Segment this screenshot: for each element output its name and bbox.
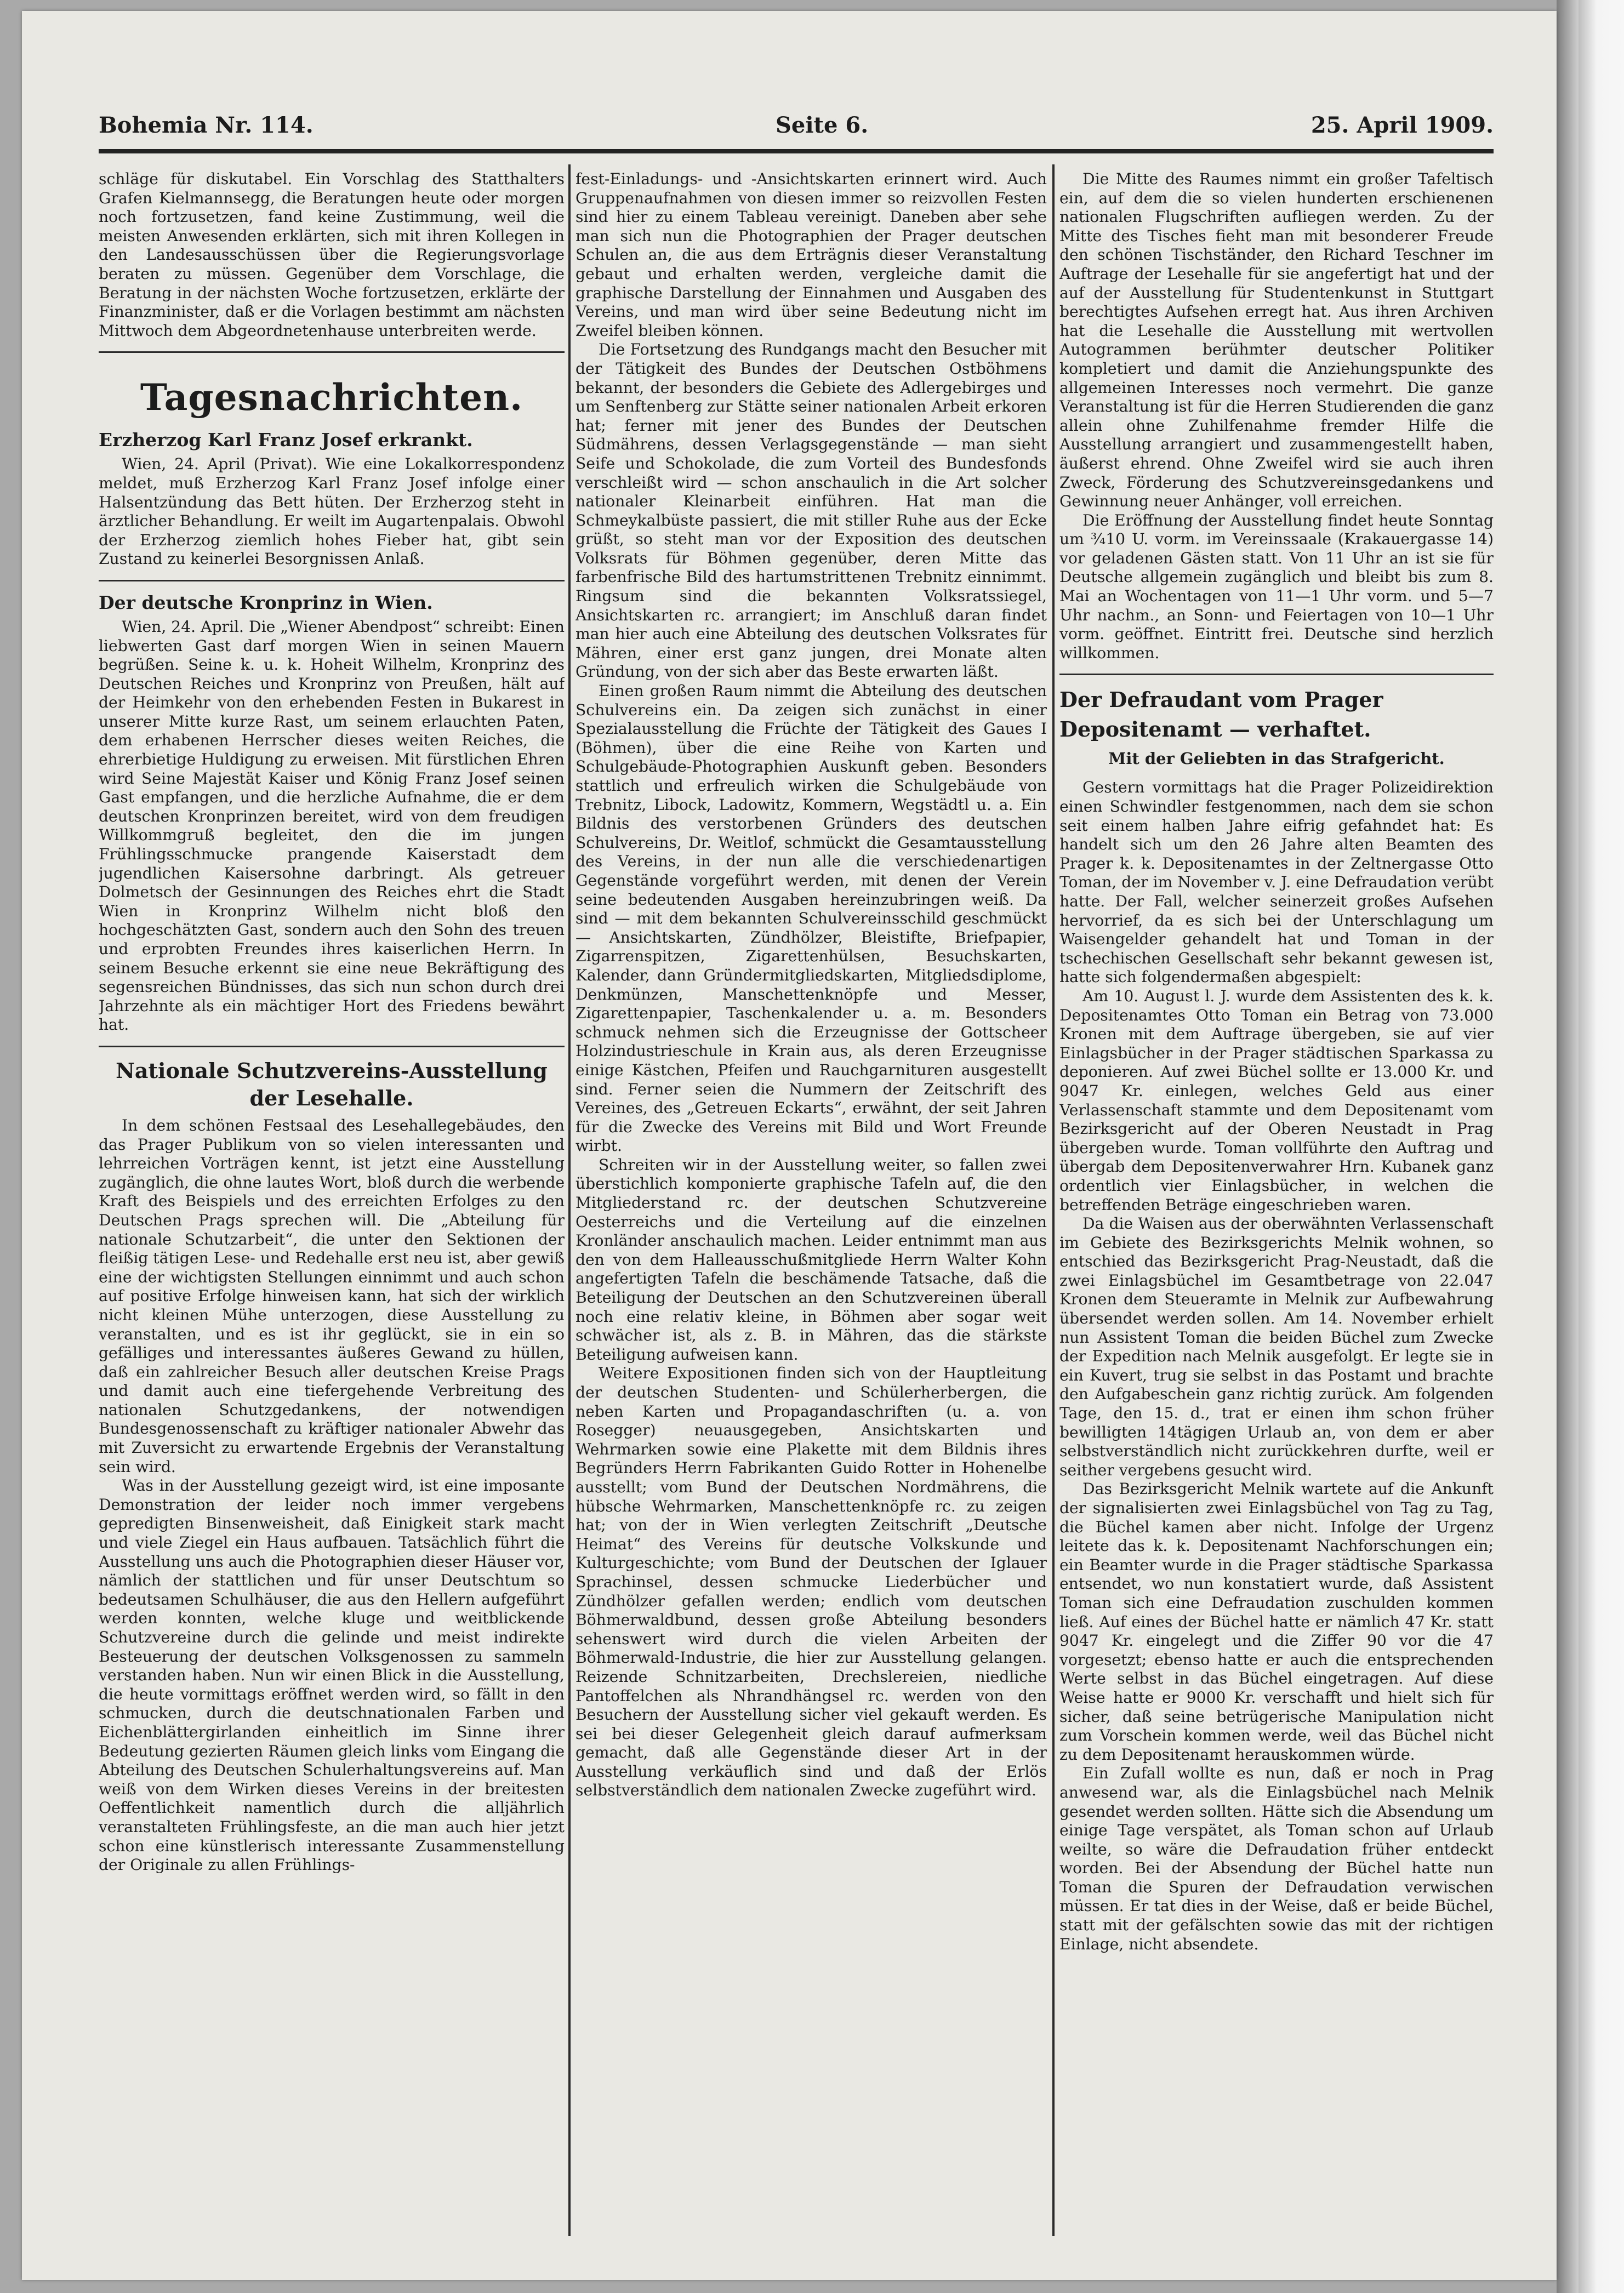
article-rule	[99, 1046, 565, 1047]
article-paragraph: Wien, 24. April. Die „Wiener Abendpost“ schreibt: Einen liebwerten Gast darf morgen Wien in seinen Mauern begrüßen. Seine k. u. k. Hoheit Wilhelm, Kronprinz des Deutschen Reiches und Kronprinz von Preußen, hält auf der Heimkehr von den erhebenden Festen in Bukarest in unserer Mitte kurze Rast, um seinem erlauchten Paten, dem erhabenen Herrscher dieses weiten Reiches, die ehrerbietige Huldigung zu erweisen. Mit fürstlichen Ehren wird Seine Majestät Kaiser und König Franz Josef seinen Gast empfangen, und die herzliche Aufnahme, die er dem deutschen Kronprinzen bereitet, wird von dem freudigen Willkommgruß begleitet, den die im jungen Frühlingsschmucke prangende Kaiserstadt dem jugendlichen Kaisersohne darbringt. Als getreuer Dolmetsch der Gesinnungen des Reiches ehrt die Stadt Wien in Kronprinz Wilhelm nicht bloß den hochgeschätzten Gast, sondern auch den Sohn des treuen und erprobten Freundes ihres kaiserlichen Herrn. In seinem Besuche erkennt sie eine neue Bekräftigung des segensreichen Bündnisses, das sich nun schon durch drei Jahrzehnte als ein mächtiger Hort des Friedens bewährt hat.	[99, 617, 565, 1034]
section-title: Tagesnachrichten.	[140, 376, 523, 419]
article-rule	[99, 580, 565, 581]
article-paragraph: Einen großen Raum nimmt die Abteilung des deutschen Schulvereins ein. Da zeigen sich zunächst in einer Spezialausstellung die Früchte der Tätigkeit des Gaues I (Böhmen), über die eine Reihe von Karten und Schulgebäude-Photographien Auskunft geben. Besonders stattlich und erfreulich wirken die Schulgebäude von Trebnitz, Libock, Ladowitz, Kommern, Wegstädtl u. a. Ein Bildnis des verstorbenen Gründers des deutschen Schulvereins, Dr. Weitlof, schmückt die Gesamtausstellung des Vereins, in der nun alle die verschiedenartigen Gegenstände vorgeführt werden, mit denen der Verein seine bedeutenden Ausgaben hereinzubringen weiß. Da sind — mit dem bekannten Schulvereinsschild geschmückt — Ansichtskarten, Zündhölzer, Bleistifte, Briefpapier, Zigarrenspitzen, Zigarettenhülsen, Besuchskarten, Kalender, dann Gründermitgliedskarten, Mitgliedsdiplome, Denkmünzen, Manschettenknöpfe und Messer, Zigarettenpapier, Taschenkalender u. a. m. Besonders schmuck nehmen sich die Erzeugnisse der Gottscheer Holzindustrieschule in Krain aus, als deren Erzeugnisse einige Kästchen, Pfeifen und Rauchgarnituren ausgestellt sind. Ferner seien die Nummern der Zeitschrift des Vereines, des „Getreuen Eckarts“, erwähnt, der seit Jahren für die Zwecke des Vereins mit Bild und Wort Freunde wirbt.	[575, 682, 1047, 1155]
header-date: 25. April 1909.	[1310, 112, 1494, 138]
header-masthead: Bohemia Nr. 114.	[99, 112, 314, 138]
article-headline: Der Defraudant vom Prager Depositenamt — verhaftet.	[1059, 687, 1383, 742]
article-paragraph: In dem schönen Festsaal des Lesehallegebäudes, den das Prager Publikum von so vielen interessanten und lehrreichen Vorträgen kennt, ist jetzt eine Ausstellung zugänglich, die ohne lautes Wort, bloß durch die werbende Kraft des Beispiels und des erreichten Erfolges zu den Deutschen Prags sprechen will. Die „Abteilung für nationale Schutzarbeit“, die unter den Sektionen der fleißig tätigen Lese- und Redehalle erst neu ist, aber gewiß eine der wichtigsten Stellungen einnimmt und auch schon auf positive Erfolge hinweisen kann, hat sich der wirklich nicht kleinen Mühe unterzogen, diese Ausstellung zu veranstalten, und es ist ihr geglückt, sie in ein so gefälliges und interessantes äußeres Gewand zu hüllen, daß ein zahlreicher Besuch aller deutschen Kreise Prags und damit auch eine tiefergehende Verbreitung des nationalen Schutzgedankens, der notwendigen Bundesgenossenschaft zu kräftiger nationaler Abwehr das mit Zuversicht zu erwartende Ergebnis der Veranstaltung sein wird.	[99, 1116, 565, 1476]
article-paragraph: schläge für diskutabel. Ein Vorschlag des Statthalters Grafen Kielmannsegg, die Beratungen heute oder morgen noch fortzusetzen, fand keine Zustimmung, weil die meisten Anwesenden erklärten, sich mit ihren Kollegen in den Landesausschüssen über die Regierungsvorlage beraten zu müssen. Gegenüber dem Vorschlage, die Beratung in der nächsten Woche fortzusetzen, erklärte der Finanzminister, daß er die Vorlagen bestimmt am nächsten Mittwoch dem Abgeordnetenhause unterbreiten werde.	[99, 170, 565, 340]
article-paragraph: fest-Einladungs- und -Ansichtskarten erinnert wird. Auch Gruppenaufnahmen von diesen immer so reizvollen Festen sind hier zu einem Tableau vereinigt. Daneben aber sehe man sich nun die Photographien der Prager deutschen Schulen an, die aus dem Erträgnis dieser Veranstaltung gebaut und erhalten werden, vergleiche damit die graphische Darstellung der Einnahmen und Ausgaben des Vereins, und man wird über seine Bedeutung nicht im Zweifel bleiben können.	[575, 170, 1047, 340]
page-header	[99, 112, 1494, 145]
header-rule	[99, 149, 1494, 153]
article-subheadline: Mit der Geliebten in das Strafgericht.	[1108, 749, 1445, 768]
page-edge-shadow	[1557, 0, 1579, 2293]
header-page-number: Seite 6.	[776, 112, 869, 138]
article-rule	[1059, 674, 1494, 675]
article-paragraph: Was in der Ausstellung gezeigt wird, ist eine imposante Demonstration der leider noch immer vergebens gepredigten Binsenweisheit, daß Einigkeit stark macht und viele Ziegel ein Haus aufbauen. Tatsächlich führt die Ausstellung uns auch die Photographien dieser Häuser vor, nämlich der stattlichen und für unser Deutschtum so bedeutsamen Schulhäuser, die aus den Hellern aufgeführt werden konnten, welche kluge und weitblickende Schutzvereine durch die gelinde und meist indirekte Besteuerung der deutschen Volksgenossen zu sammeln verstanden haben. Nun wir einen Blick in die Ausstellung, die heute vormittags eröffnet werden wird, so fällt in den schmucken, durch die deutschnationalen Farben und Eichenblättergirlanden einheitlich im Sinne ihrer Bedeutung gezierten Räumen gleich links vom Eingang die Abteilung des Deutschen Schulerhaltungsvereins auf. Man weiß von dem Wirken dieses Vereins in der breitesten Oeffentlichkeit namentlich durch die alljährlich veranstalteten Frühlingsfeste, an die man auch hier jetzt schon eine künstlerisch interessante Zusammenstellung der Originale zu allen Frühlings-	[99, 1476, 565, 1874]
article-headline: Der deutsche Kronprinz in Wien.	[99, 591, 433, 613]
column-2	[575, 170, 1047, 2231]
article-paragraph: Schreiten wir in der Ausstellung weiter, so fallen zwei überstichlich komponierte graphische Tafeln auf, die den Mitgliederstand rc. der deutschen Schutzvereine Oesterreichs und die Verteilung auf die einzelnen Kronländer anschaulich machen. Leider entnimmt man aus den von dem Halleausschußmitgliede Herrn Walter Kohn angefertigten Tafeln die beschämende Tatsache, daß die Beteiligung der Deutschen an den Schutzvereinen überall noch eine relativ kleine, in Böhmen aber sogar weit schwächer ist, als z. B. in Mähren, das die stärkste Beteiligung aufweisen kann.	[575, 1155, 1047, 1364]
column-divider-1	[568, 164, 571, 2236]
section-rule	[99, 351, 565, 353]
article-paragraph: Da die Waisen aus der oberwähnten Verlassenschaft im Gebiete des Bezirksgerichts Melnik wohnen, so entschied das Bezirksgericht Prag-Neustadt, daß die zwei Einlagsbüchel im Gesamtbetrage von 22.047 Kronen dem Steueramte in Melnik zur Aufbewahrung übersendet werden sollen. Am 14. November erhielt nun Assistent Toman die beiden Büchel zum Zwecke der Expedition nach Melnik ausgefolgt. Er legte sie in ein Kuvert, trug sie selbst in das Postamt und brachte den Aufgabeschein ganz richtig zurück. Am folgenden Tage, den 15. d., trat er einen ihm schon früher bewilligten 14tägigen Urlaub an, von dem er aber selbstverständlich nicht zurückkehren durfte, weil er seither vergebens gesucht wird.	[1059, 1214, 1494, 1479]
article-paragraph: Das Bezirksgericht Melnik wartete auf die Ankunft der signalisierten zwei Einlagsbüchel von Tag zu Tag, die Büchel kamen aber nicht. Infolge der Urgenz leitete das k. k. Depositenamt Nachforschungen ein; ein Beamter wurde in die Prager städtische Sparkassa entsendet, wo nun konstatiert wurde, daß Assistent Toman sich eine Defraudation zuschulden kommen ließ. Auf eines der Büchel hatte er nämlich 47 Kr. statt 9047 Kr. eingelegt und die Ziffer 90 vor die 47 vorgesetzt; ebenso hatte er auch die entsprechenden Werte selbst in das Büchel eingetragen. Auf diese Weise hatte er 9000 Kr. verschafft und hielt sich für sicher, daß seine betrügerische Manipulation nicht zum Vorschein kommen werde, weil das Büchel nicht zu dem Depositenamt herauskommen würde.	[1059, 1480, 1494, 1764]
article-paragraph: Gestern vormittags hat die Prager Polizeidirektion einen Schwindler festgenommen, nach dem sie schon seit einem halben Jahre eifrig gefahndet hat: Es handelt sich um den 26 Jahre alten Beamten des Prager k. k. Depositenamtes in der Zeltnergasse Otto Toman, der im November v. J. eine Defraudation verübt hatte. Der Fall, welcher seinerzeit großes Aufsehen hervorrief, da es sich bei der Unterschlagung um Waisengelder gehandelt hat und Toman in der tschechischen Gesellschaft sehr bekannt gewesen ist, hatte sich folgendermaßen abgespielt:	[1059, 778, 1494, 986]
article-paragraph: Ein Zufall wollte es nun, daß er noch in Prag anwesend war, als die Einlagsbüchel nach Melnik gesendet werden sollten. Hätte sich die Absendung um einige Tage verspätet, als Toman schon auf Urlaub weilte, so wäre die Defraudation früher entdeckt worden. Bei der Absendung der Büchel hatte nun Toman die Spuren der Defraudation verwischen müssen. Er tat dies in der Weise, daß er beide Büchel, statt mit der gefälschten sowie das mit der richtigen Einlage, nicht absendete.	[1059, 1764, 1494, 1953]
column-divider-2	[1052, 164, 1055, 2236]
article-headline: Erzherzog Karl Franz Josef erkrankt.	[99, 429, 473, 451]
scan-edge-strip	[1579, 0, 1624, 2293]
article-paragraph: Wien, 24. April (Privat). Wie eine Lokalkorrespondenz meldet, muß Erzherzog Karl Franz Josef infolge einer Halsentzündung das Bett hüten. Der Erzherzog steht in ärztlicher Behandlung. Er weilt im Augartenpalais. Obwohl der Erzherzog ziemlich hohes Fieber hat, gibt sein Zustand zu keinerlei Besorgnissen Anlaß.	[99, 455, 565, 568]
article-paragraph: Die Eröffnung der Ausstellung findet heute Sonntag um ¾10 U. vorm. im Vereinssaale (Krakauergasse 14) vor geladenen Gästen statt. Von 11 Uhr an ist sie für Deutsche allgemein zugänglich und bleibt bis zum 8. Mai an Wochentagen von 11—1 Uhr vorm. und 5—7 Uhr nachm., an Sonn- und Feiertagen von 10—1 Uhr vorm. geöffnet. Eintritt frei. Deutsche sind herzlich willkommen.	[1059, 511, 1494, 662]
article-paragraph: Die Mitte des Raumes nimmt ein großer Tafeltisch ein, auf dem die so vielen hunderten erschienenen nationalen Flugschriften aufliegen werden. Zu der Mitte des Tisches fieht man mit besonderer Freude den schönen Tischständer, den Richard Teschner im Auftrage der Lesehalle für sie angefertigt hat und der auf der Ausstellung für Studentenkunst in Stuttgart berechtigtes Aufsehen erregt hat. Aus ihren Archiven hat die Lesehalle die Ausstellung mit wertvollen Autogrammen berühmter deutscher Politiker kompletiert und damit die Anziehungspunkte des allgemeinen Interesses noch vermehrt. Die ganze Veranstaltung ist für die Herren Studierenden die ganz allein ohne Zuhilfenahme fremder Hilfe die Ausstellung arrangiert und zusammengestellt haben, äußerst ehrend. Ohne Zweifel wird sie auch ihren Zweck, Förderung des Schutzvereinsgedankens und Gewinnung neuer Anhänger, voll erreichen.	[1059, 170, 1494, 511]
column-1	[99, 170, 565, 2231]
column-3	[1059, 170, 1494, 2231]
article-paragraph: Am 10. August l. J. wurde dem Assistenten des k. k. Depositenamtes Otto Toman ein Betrag von 73.000 Kronen mit dem Auftrage übergeben, sie auf vier Einlagsbücher in der Prager städtischen Sparkassa zu deponieren. Auf zwei Büchel sollte er 13.000 Kr. und 9047 Kr. einlegen, welches Geld aus einer Verlassenschaft stammte und dem Depositenamt vom Bezirksgericht auf der Oberen Neustadt in Prag übergeben wurde. Toman vollführte den Auftrag und übergab dem Depositenverwahrer Hrn. Kubanek ganz ordentlich vier Einlagsbücher, in welchen die betreffenden Beträge eingeschrieben waren.	[1059, 986, 1494, 1214]
article-paragraph: Die Fortsetzung des Rundgangs macht den Besucher mit der Tätigkeit des Bundes der Deutschen Ostböhmens bekannt, der besonders die Gebiete des Adlergebirges und um Senftenberg zur Stätte seiner nationalen Arbeit erkoren hat; ferner mit jener des Bundes der Deutschen Südmährens, dessen Verlagsgegenstände — man sieht Seife und Schokolade, die zum Vorteil des Bundesfonds verschleißt wird — schon anschaulich in die Art solcher nationaler Kleinarbeit einführen. Hat man die Schmeykalbüste passiert, die mit stiller Ruhe aus der Ecke grüßt, so steht man vor der Exposition des deutschen Volksrats für Böhmen gegenüber, deren Mitte das farbenfrische Bild des hartumstrittenen Trebnitz einnimmt. Ringsum sind die bekannten Volksratssiegel, Ansichtskarten rc. arrangiert; im Anschluß daran findet man hier auch eine Abteilung des deutschen Volksrates für Mähren, einer erst ganz jungen, drei Monate alten Gründung, von der sich aber das Beste erwarten läßt.	[575, 340, 1047, 681]
article-paragraph: Weitere Expositionen finden sich von der Hauptleitung der deutschen Studenten- und Schülerherbergen, die neben Karten und Propagandaschriften (u. a. von Rosegger) neuausgegeben, Ansichtskarten und Wehrmarken sowie eine Plakette mit dem Bildnis ihres Begründers Herrn Fabrikanten Guido Rotter in Hohenelbe ausstellt; vom Bund der Deutschen Nordmährens, die hübsche Wehrmarken, Manschettenknöpfe rc. zu zeigen hat; von der in Wien verlegten Zeitschrift „Deutsche Heimat“ des Vereins für deutsche Volkskunde und Kulturgeschichte; vom Bund der Deutschen der Iglauer Sprachinsel, dessen schmucke Liederbücher und Zündhölzer gefallen werden; endlich vom deutschen Böhmerwaldbund, dessen große Abteilung besonders sehenswert wird durch die vielen Arbeiten der Böhmerwald-Industrie, die hier zur Ausstellung gelangen. Reizende Schnitzarbeiten, Drechslereien, niedliche Pantoffelchen als Nhrandhängsel rc. werden von den Besuchern der Ausstellung sicher viel gekauft werden. Es sei bei dieser Gelegenheit gleich darauf aufmerksam gemacht, daß alle Gegenstände dieser Art in der Ausstellung verkäuflich sind und daß der Erlös selbstverständlich dem nationalen Zwecke zugeführt wird.	[575, 1364, 1047, 1800]
article-headline: Nationale Schutzvereins-Ausstellung der Lesehalle.	[116, 1058, 548, 1110]
